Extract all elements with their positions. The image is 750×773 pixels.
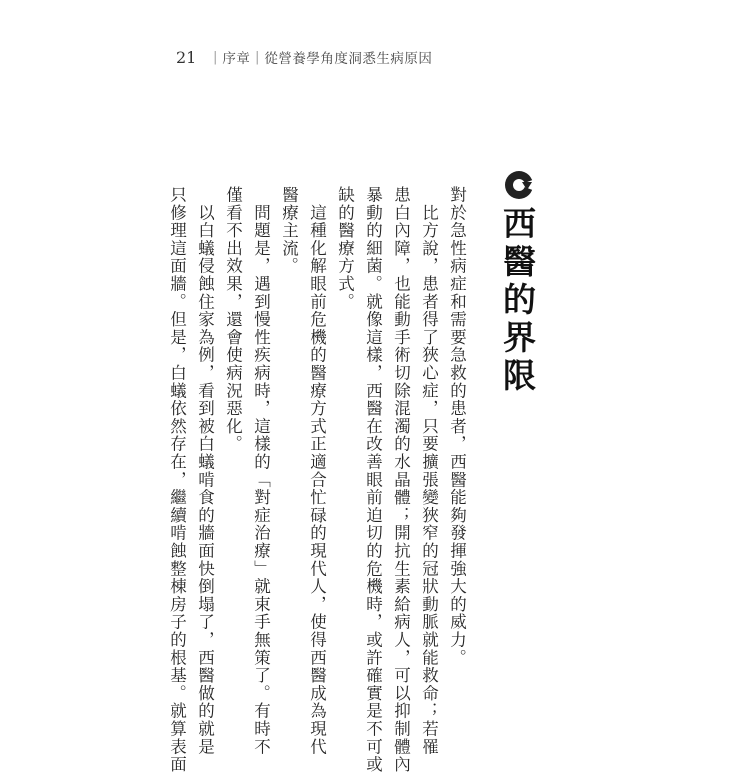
text-column: 以白蟻侵蝕住家為例，看到被白蟻啃食的牆面快倒塌了，西醫做的就是: [195, 186, 215, 756]
text-column: 患白內障，也能動手術切除混濁的水晶體；開抗生素給病人，可以抑制體內: [391, 186, 411, 773]
text-column: 問題是，遇到慢性疾病時，這樣的「對症治療」就束手無策了。有時不: [251, 186, 271, 756]
section-title: 西醫的界限: [498, 206, 537, 396]
text-column: 缺的醫療方式。: [335, 186, 355, 311]
text-column: 這種化解眼前危機的醫療方式正適合忙碌的現代人，使得西醫成為現代: [307, 186, 327, 756]
text-column: 比方說，患者得了狹心症，只要擴張變狹窄的冠狀動脈就能救命；若罹: [419, 186, 439, 756]
page-number: 21: [176, 48, 197, 67]
text-column: 僅看不出效果，還會使病況惡化。: [223, 186, 243, 453]
text-column: 暴動的細菌。就像這樣，西醫在改善眼前迫切的危機時，或許確實是不可或: [363, 186, 383, 773]
text-column: 對於急性病症和需要急救的患者，西醫能夠發揮強大的威力。: [447, 186, 467, 667]
circle-arrow-icon: [504, 168, 538, 202]
text-column: 醫療主流。: [279, 186, 299, 275]
text-column: 只修理這面牆。但是，白蟻依然存在，繼續啃蝕整棟房子的根基。就算表面: [167, 186, 187, 773]
chapter-title: ｜序章｜從營養學角度洞悉生病原因: [208, 51, 433, 67]
running-header: [176, 47, 432, 67]
